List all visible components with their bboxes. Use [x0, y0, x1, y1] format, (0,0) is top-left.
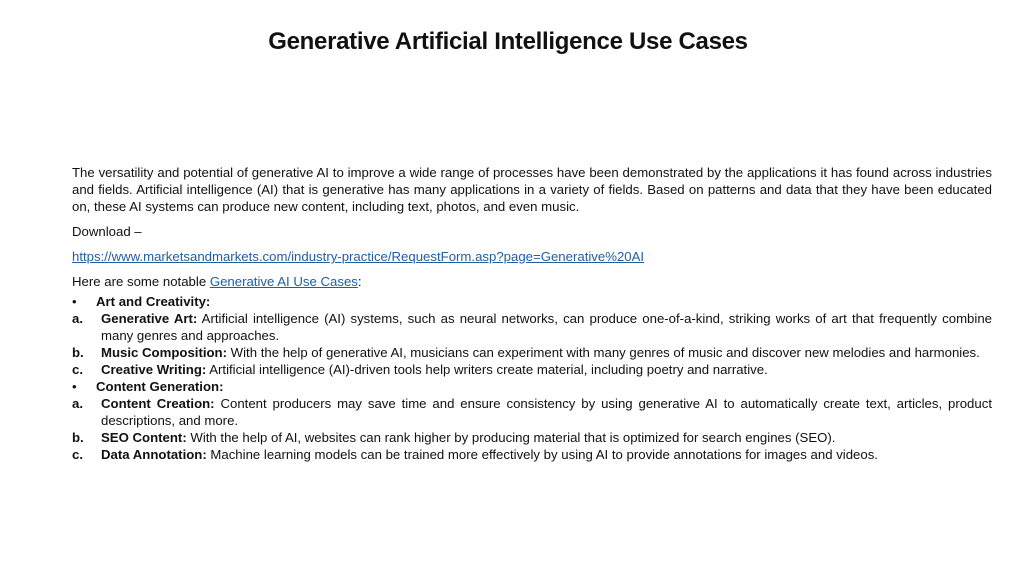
item-text: Content producers may save time and ensure consistency by using generative AI to automatically create text, articles, product descriptions, and more. [101, 396, 992, 428]
list-marker: c. [72, 447, 83, 462]
list-marker: b. [72, 430, 84, 445]
item-term: SEO Content: [101, 430, 187, 445]
list-item [72, 344, 992, 361]
item-text: Artificial intelligence (AI)-driven tools help writers create material, including poetry and narrative. [206, 362, 768, 377]
download-label: Download – [72, 224, 142, 239]
use-cases-link[interactable]: Generative AI Use Cases [209, 274, 358, 289]
item-term: Content Creation: [101, 396, 215, 411]
slide-body [72, 164, 992, 463]
slide-title: Generative Artificial Intelligence Use Cases [268, 28, 748, 55]
item-term: Generative Art: [101, 311, 198, 326]
item-text: Machine learning models can be trained more effectively by using AI to provide annotations for images and videos. [206, 447, 878, 462]
list-item [72, 429, 992, 446]
item-term: Data Annotation: [101, 447, 207, 462]
list-item [72, 446, 992, 463]
intro-paragraph: The versatility and potential of generative AI to improve a wide range of processes have been demonstrated by the applications it has found across industries and fields. Artificial intelligence (AI) that is generative has many applications in a variety of fields. Based on patterns and data that they have been educated on, these AI systems can produce new content, including text, photos, and even music. [72, 165, 992, 214]
section-heading-art [72, 293, 992, 310]
item-text: Artificial intelligence (AI) systems, such as neural networks, can produce one-of-a-kind, striking works of art that frequently combine many genres and approaches. [101, 311, 992, 343]
section-heading-label: Content Generation: [96, 379, 224, 394]
list-marker: c. [72, 362, 83, 377]
notable-prefix: Here are some notable [72, 274, 210, 289]
list-marker: a. [72, 396, 83, 411]
notable-suffix: : [357, 274, 362, 289]
item-term: Creative Writing: [101, 362, 207, 377]
download-link[interactable]: https://www.marketsandmarkets.com/industry-practice/RequestForm.asp?page=Generative%20AI [72, 249, 645, 264]
item-text: With the help of AI, websites can rank higher by producing material that is optimized for search engines (SEO). [186, 430, 836, 445]
item-term: Music Composition: [101, 345, 228, 360]
section-heading-content [72, 378, 992, 395]
bullet-marker: • [72, 294, 77, 309]
list-item [72, 395, 992, 429]
list-marker: b. [72, 345, 84, 360]
list-item [72, 361, 992, 378]
item-text: With the help of generative AI, musicians can experiment with many genres of music and discover new melodies and harmonies. [227, 345, 980, 360]
section-heading-label: Art and Creativity: [96, 294, 211, 309]
notable-use-cases-line [72, 273, 992, 290]
bullet-marker: • [72, 379, 77, 394]
list-item [72, 310, 992, 344]
list-marker: a. [72, 311, 83, 326]
download-link-line [72, 248, 992, 265]
